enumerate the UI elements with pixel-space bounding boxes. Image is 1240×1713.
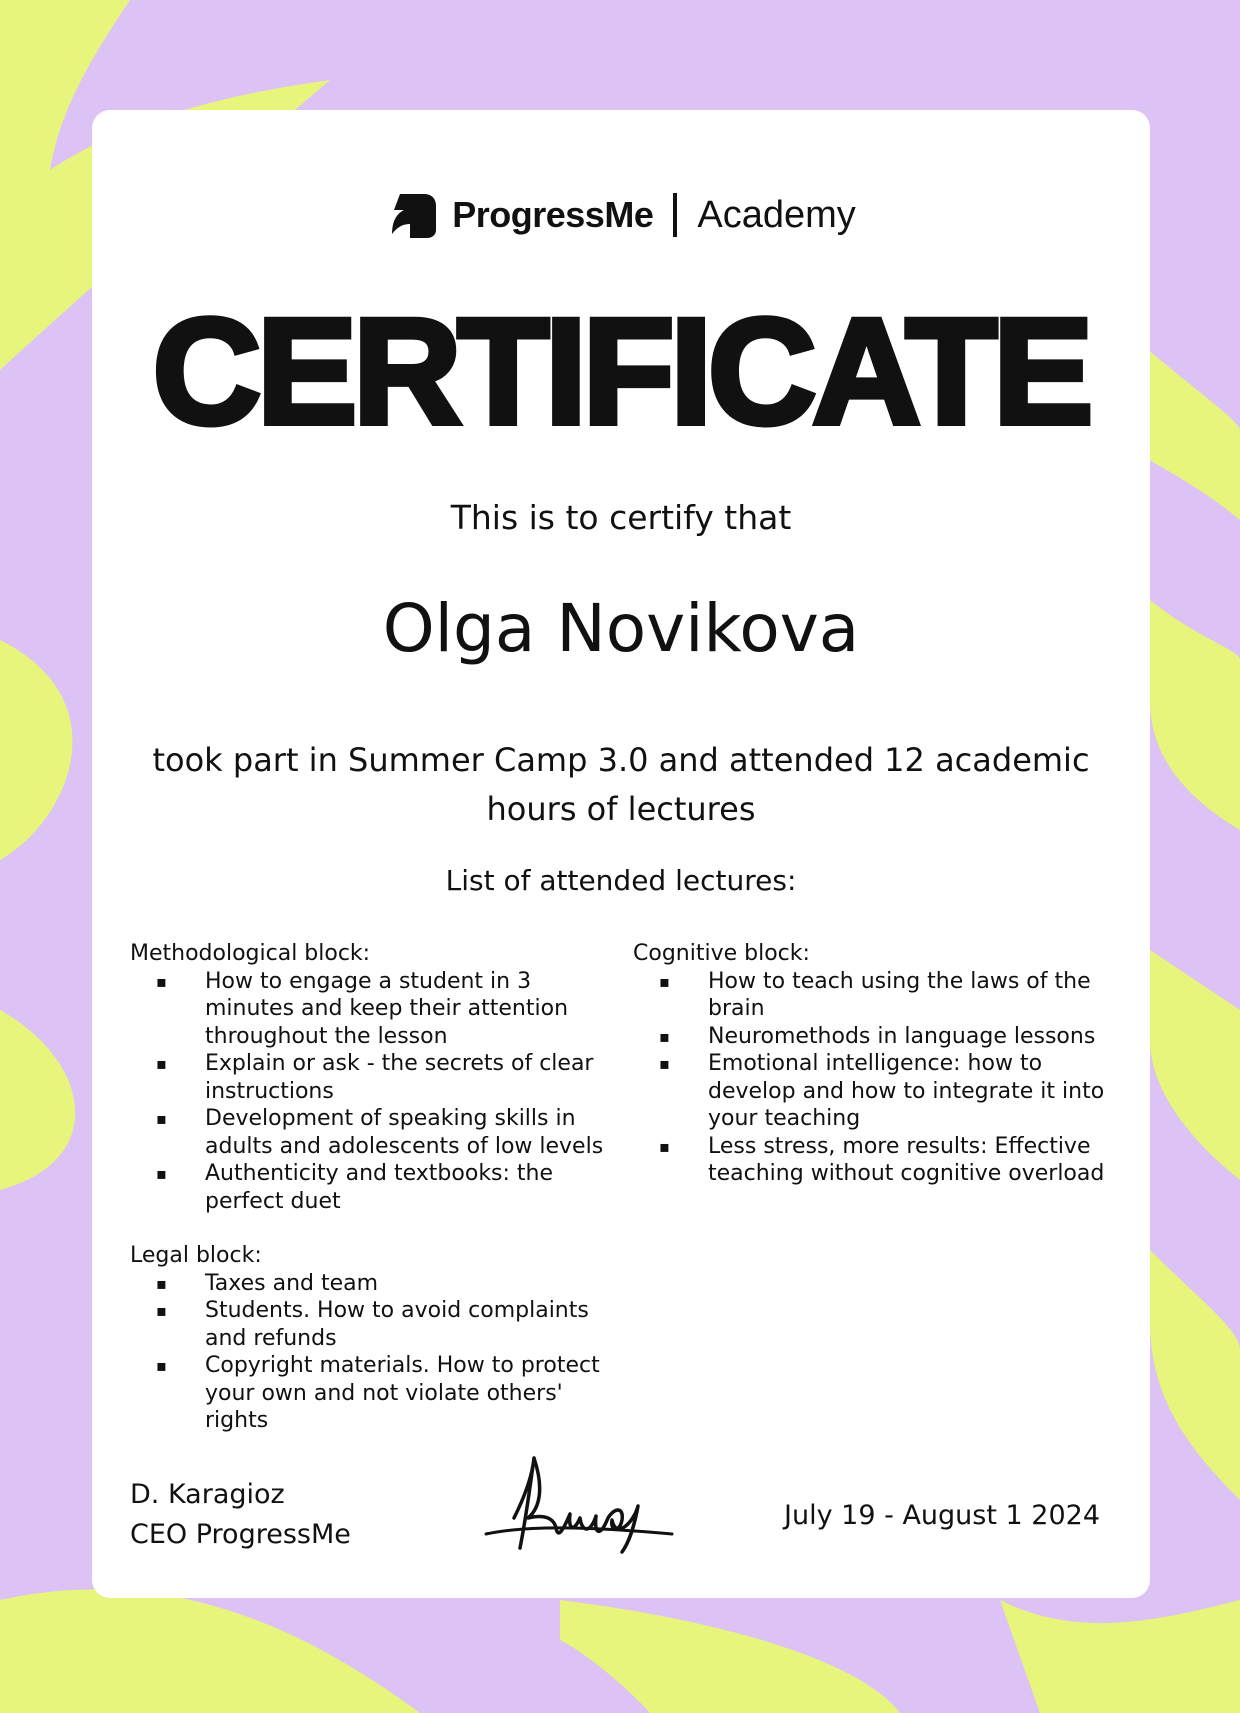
list-item: ▪ How to teach using the laws of the brain — [633, 968, 1113, 1023]
list-item: ▪ Explain or ask - the secrets of clear instructions — [130, 1050, 610, 1105]
achievement-text: took part in Summer Camp 3.0 and attended 12 academic hours of lectures — [152, 741, 1090, 828]
brand-header — [92, 190, 1150, 240]
certificate-card — [92, 110, 1150, 1598]
list-item: ▪ Less stress, more results: Effective teaching without cognitive overload — [633, 1133, 1113, 1188]
list-item: ▪ Taxes and team — [130, 1270, 610, 1298]
cognitive-block — [633, 940, 1113, 1188]
certify-intro: This is to certify that — [450, 498, 792, 537]
block-title: Methodological block: — [130, 941, 371, 966]
list-item: ▪ Neuromethods in language lessons — [633, 1023, 1113, 1051]
legal-block — [130, 1242, 610, 1435]
progressme-logo-icon — [386, 190, 438, 240]
signature-icon — [484, 1448, 674, 1558]
list-item: ▪ Authenticity and textbooks: the perfect duet — [130, 1160, 610, 1215]
signer-info — [130, 1475, 351, 1555]
lecture-list — [633, 968, 1113, 1188]
brand-academy: Academy — [697, 193, 856, 236]
block-title: Legal block: — [130, 1243, 262, 1268]
signer-name: D. Karagioz — [130, 1479, 285, 1510]
brand-divider — [673, 193, 677, 237]
brand-name: ProgressMe — [452, 194, 654, 235]
certificate-headline: CERTIFICATE — [152, 287, 1090, 455]
recipient-name: Olga Novikova — [382, 590, 860, 667]
lecture-list — [130, 968, 610, 1216]
block-title: Cognitive block: — [633, 941, 810, 966]
list-item: ▪ How to engage a student in 3 minutes and keep their attention throughout the lesson — [130, 968, 610, 1051]
list-item: ▪ Copyright materials. How to protect your own and not violate others' rights — [130, 1352, 610, 1435]
signer-role: CEO ProgressMe — [130, 1519, 351, 1550]
event-dates: July 19 - August 1 2024 — [784, 1500, 1100, 1531]
list-item: ▪ Emotional intelligence: how to develop and how to integrate it into your teaching — [633, 1050, 1113, 1133]
lecture-list-title: List of attended lectures: — [445, 864, 797, 897]
lecture-column-right — [633, 940, 1113, 1215]
lecture-list — [130, 1270, 610, 1435]
list-item: ▪ Development of speaking skills in adults and adolescents of low levels — [130, 1105, 610, 1160]
list-item: ▪ Students. How to avoid complaints and refunds — [130, 1297, 610, 1352]
methodological-block — [130, 940, 610, 1215]
lecture-column-left — [130, 940, 610, 1462]
